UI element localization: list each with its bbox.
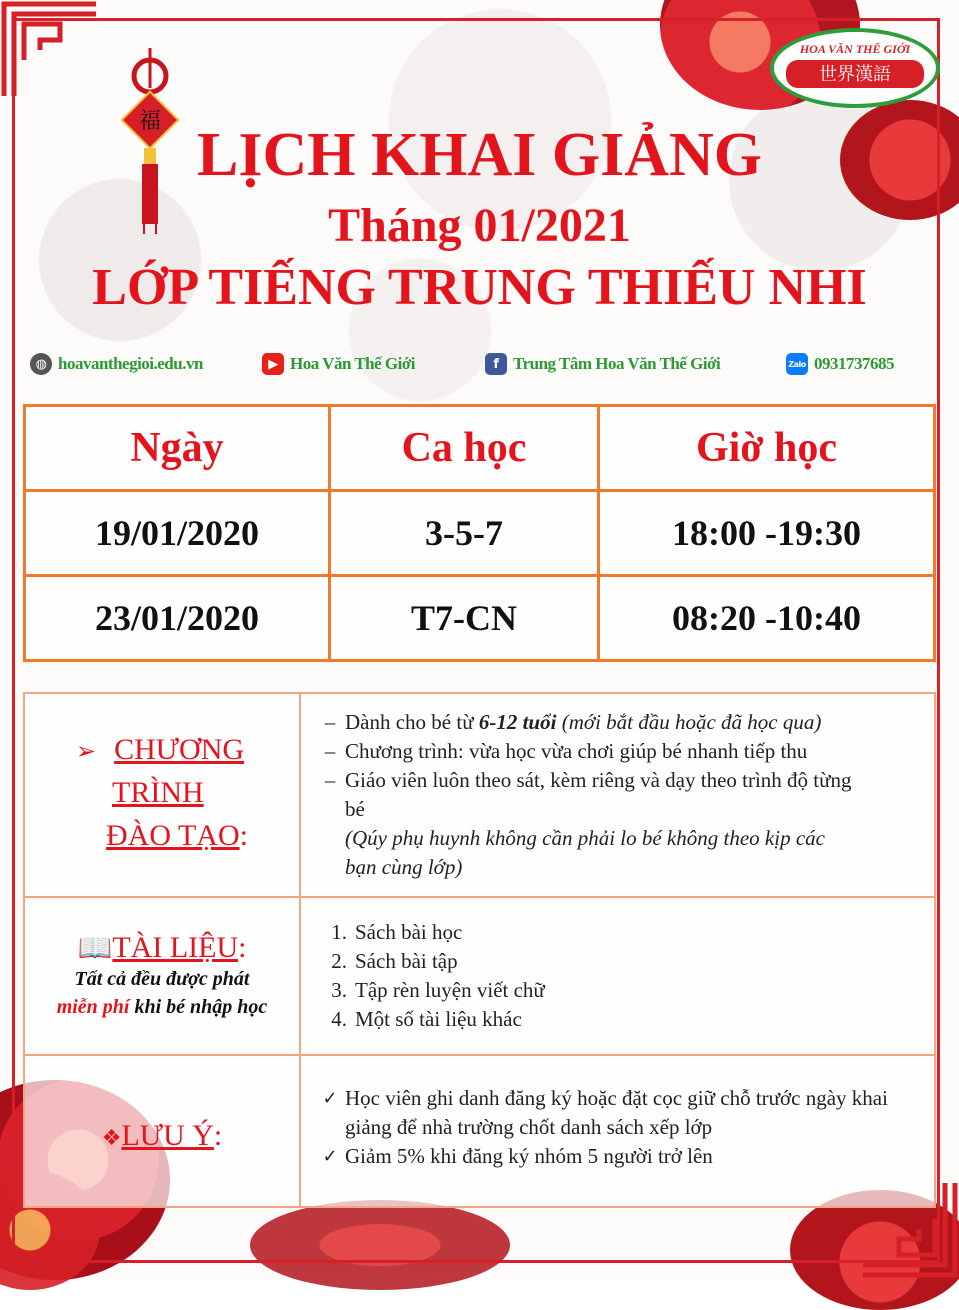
program-heading-cell	[24, 693, 300, 897]
diamond-icon: ❖	[101, 1126, 122, 1151]
zalo-link[interactable]	[786, 352, 894, 376]
notes-heading-cell	[24, 1055, 300, 1207]
program-item-1-age: 6-12 tuổi	[478, 710, 557, 734]
notes-heading: LƯU Ý	[121, 1119, 214, 1152]
program-heading-1: CHƯƠNG	[114, 732, 245, 766]
fu-character: 福	[138, 109, 162, 134]
facebook-text: Trung Tâm Hoa Văn Thế Giới	[513, 354, 721, 373]
notes-row	[24, 1055, 935, 1207]
corner-ornament-top-left	[0, 0, 100, 100]
cell-time: 08:20 -10:40	[599, 576, 935, 661]
facebook-icon: f	[485, 353, 507, 375]
website-link[interactable]	[30, 352, 203, 376]
phone-text: 0931737685	[814, 354, 894, 373]
materials-row	[24, 897, 935, 1055]
materials-subtitle-1: Tất cả đều được phát	[74, 968, 250, 990]
materials-subtitle-2: khi bé nhập học	[129, 996, 268, 1018]
class-subtitle: LỚP TIẾNG TRUNG THIẾU NHI	[92, 259, 867, 316]
check-icon: ✓	[322, 1146, 338, 1167]
website-text: hoavanthegioi.edu.vn	[58, 354, 203, 373]
list-item	[315, 1084, 924, 1142]
info-table	[23, 692, 936, 1208]
youtube-icon: ▶	[262, 353, 284, 375]
logo-chinese-text: 世界漢語	[786, 60, 924, 88]
book-icon: 📖	[77, 931, 113, 964]
material-item: Một số tài liệu khác	[355, 1007, 522, 1031]
materials-heading-cell	[24, 897, 300, 1055]
program-content-cell	[300, 693, 935, 897]
list-item: 1. Sách bài học	[315, 918, 924, 947]
list-item: – Giáo viên luôn theo sát, kèm riêng và dạy theo trình độ từng bé (Qúy phụ huynh không cần phải lo bé không theo kịp các bạn cùng lớp)	[324, 768, 852, 879]
list-item: 2. Sách bài tập	[315, 947, 924, 976]
hoa-van-the-gioi-logo	[770, 28, 940, 108]
program-colon: :	[239, 818, 248, 852]
cell-date: 19/01/2020	[25, 491, 330, 576]
program-heading-3: ĐÀO TẠO	[106, 818, 240, 852]
program-item-2: Chương trình: vừa học vừa chơi giúp bé nhanh tiếp thu	[345, 739, 808, 763]
page-title: LỊCH KHAI GIẢNG	[197, 121, 762, 189]
schedule-table	[23, 404, 936, 662]
table-row	[25, 491, 935, 576]
list-item: 4. Một số tài liệu khác	[315, 1005, 924, 1034]
facebook-link[interactable]	[485, 352, 720, 376]
materials-heading: TÀI LIỆU	[112, 931, 239, 964]
free-text: miễn phí	[56, 996, 130, 1018]
logo-text: HOA VĂN THẾ GIỚI	[799, 42, 911, 56]
program-row	[24, 693, 935, 897]
program-item-3-note: (Qúy phụ huynh không cần phải lo bé không theo kịp các bạn cùng lớp)	[345, 826, 825, 879]
month-subtitle: Tháng 01/2021	[328, 199, 631, 252]
header-session: Ca học	[330, 406, 599, 491]
header-date: Ngày	[25, 406, 330, 491]
schedule-header-row	[25, 406, 935, 491]
list-item	[315, 1142, 924, 1171]
program-item-3: Giáo viên luôn theo sát, kèm riêng và dạy theo trình độ từng bé	[345, 768, 852, 821]
check-icon: ✓	[322, 1088, 338, 1109]
zalo-icon: Zalo	[786, 353, 808, 375]
cell-date: 23/01/2020	[25, 576, 330, 661]
table-row	[25, 576, 935, 661]
youtube-text: Hoa Văn Thế Giới	[290, 354, 416, 373]
program-item-1-post: (mới bắt đầu hoặc đã học qua)	[556, 710, 822, 734]
list-item: – Dành cho bé từ 6-12 tuổi (mới bắt đầu hoặc đã học qua)	[324, 710, 822, 734]
cell-session: T7-CN	[330, 576, 599, 661]
material-item: Sách bài tập	[355, 949, 458, 973]
program-item-1-pre: Dành cho bé từ	[345, 710, 479, 734]
program-heading-2: TRÌNH	[112, 775, 204, 809]
list-item: 3. Tập rèn luyện viết chữ	[315, 976, 924, 1005]
material-item: Sách bài học	[355, 920, 463, 944]
notes-colon: :	[213, 1119, 223, 1152]
materials-content-cell	[300, 897, 935, 1055]
globe-icon: ◍	[30, 353, 52, 375]
notes-content-cell	[300, 1055, 935, 1207]
header-time: Giờ học	[599, 406, 935, 491]
material-item: Tập rèn luyện viết chữ	[355, 978, 545, 1002]
cell-time: 18:00 -19:30	[599, 491, 935, 576]
cell-session: 3-5-7	[330, 491, 599, 576]
list-item: – Chương trình: vừa học vừa chơi giúp bé nhanh tiếp thu	[315, 737, 924, 766]
arrow-icon: ➢	[76, 736, 97, 765]
note-item: Giảm 5% khi đăng ký nhóm 5 người trở lên	[345, 1144, 713, 1168]
materials-colon: :	[238, 931, 247, 964]
youtube-link[interactable]	[262, 352, 415, 376]
note-item: Học viên ghi danh đăng ký hoặc đặt cọc giữ chỗ trước ngày khai giảng để nhà trường chốt danh sách xếp lớp	[345, 1086, 888, 1139]
